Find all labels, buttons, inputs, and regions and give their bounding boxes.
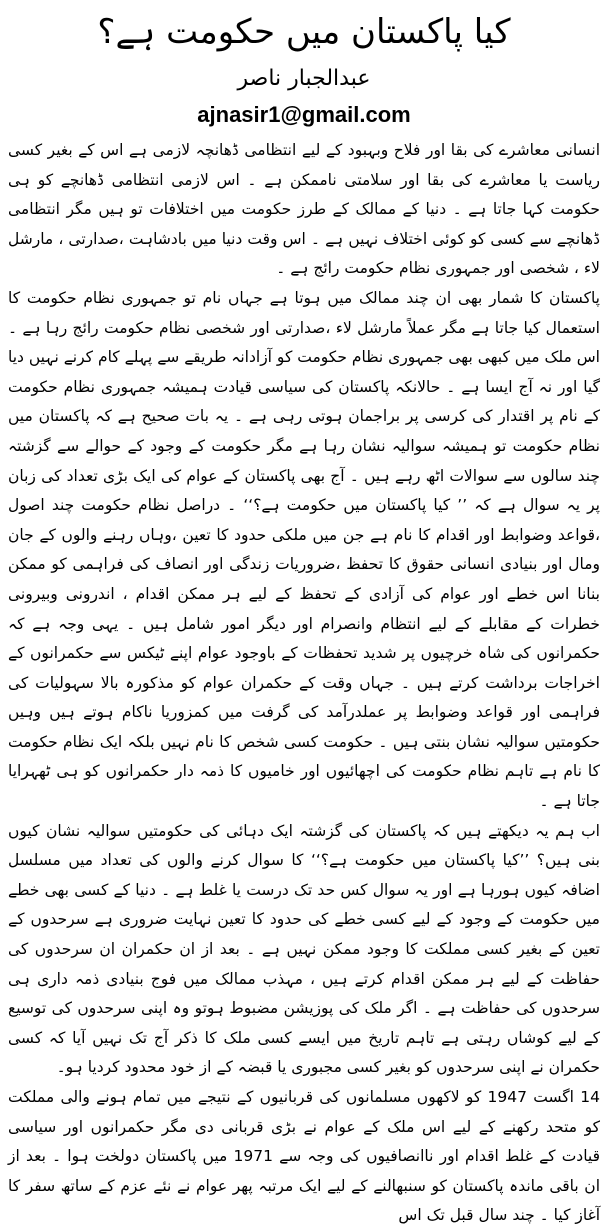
paragraph-1: انسانی معاشرے کی بقا اور فلاح وبہبود کے لیے انتظامی ڈھانچہ لازمی ہے اس کے بغیر کسی ریاست یا معاشرے کی بقا اور سلامتی ناممکن ہے ۔ اس لازمی انتظامی ڈھانچے کو ہی حکومت کہا جاتا ہے ۔ دنیا کے ممالک کے طرز حکومت میں اختلافات تو ہیں مگر انتظامی ڈھانچے سے کسی کو کوئی اختلاف نہیں ہے ۔ اس وقت دنیا میں بادشاہت ،صدارتی ، مارشل لاء ، شخصی اور جمہوری نظام حکومت رائج ہے ۔	[8, 141, 600, 278]
paragraph-2: پاکستان کا شمار بھی ان چند ممالک میں ہوتا ہے جہاں نام تو جمہوری نظام حکومت کا استعمال کیا جاتا ہے مگر عملاً مارشل لاء ،صدارتی اور شخصی نظام حکومت رائج رہا ہے ۔ اس ملک میں کبھی بھی جمہوری نظام حکومت کو آزادانہ طریقے سے پہلے کام کرنے نہیں دیا گیا اور نہ آج ایسا ہے ۔ حالانکہ پاکستان کی سیاسی قیادت ہمیشہ جمہوری نظام حکومت کے نام پر اقتدار کی کرسی پر براجمان ہوتی رہی ہے ۔ یہ بات صحیح ہے کہ پاکستان میں نظام حکومت تو ہمیشہ سوالیہ نشان رہا ہے مگر حکومت کے وجود کے حوالے سے گزشتہ چند سالوں سے سوالات اٹھ رہے ہیں ۔ آج بھی پاکستان کے عوام کی ایک بڑی تعداد کی زبان پر یہ سوال ہے کہ ’’ کیا پاکستان میں حکومت ہے؟‘‘ ۔ دراصل نظام حکومت چند اصول ،قواعد وضوابط اور اقدام کا نام ہے جن میں ملکی حدود کا تعین ،وہاں رہنے والوں کے جان ومال اور بنیادی انسانی حقوق کا تحفظ ،ضروریات زندگی اور انصاف کی فراہمی کو ممکن بنانا اس خطے اور عوام کی آزادی کے تحفظ کے لیے ہر ممکن اقدام ، اندرونی وبیرونی خطرات کے مقابلے کے لیے انتظام وانصرام اور دیگر امور شامل ہیں ۔ یہی وجہ ہے کہ حکمرانوں کی شاہ خرچیوں پر شدید تحفظات کے باوجود عوام اپنے ٹیکس سے حکمرانوں کے اخراجات برداشت کرتے ہیں ۔ جہاں وقت کے حکمران عوام کو مذکورہ بالا سہولیات کی فراہمی اور قواعد وضوابط پر عملدرآمد کی گرفت میں کمزوریا ناکام ہوتے ہیں وہیں حکومتیں سوالیہ نشان بنتی ہیں ۔ حکومت کسی شخص کا نام نہیں بلکہ ایک نظام حکومت کا نام ہے تاہم نظام حکومت کی اچھائیوں اور خامیوں کا ذمہ دار حکمرانوں کو ہی ٹھہرایا جاتا ہے ۔	[8, 288, 600, 811]
paragraph-4: 14 اگست 1947 کو لاکھوں مسلمانوں کی قربانیوں کے نتیجے میں تمام ہونے والی مملکت کو متحد رکھنے کے لیے اس ملک کے عوام نے بڑی قربانی دی مگر حکمرانوں اور سیاسی قیادت کے غلط اقدام اور ناانصافیوں کی وجہ سے 1971 میں پاکستان دولخت ہوا ۔ بعد از ان باقی ماندہ پاکستان کو سنبھالنے کے لیے ایک مرتبہ پھر عوام نے نئے عزم کے ساتھ سفر کا آغاز کیا ۔ چند سال قبل تک اس	[8, 1088, 601, 1225]
article-author: عبدالجبار ناصر	[237, 66, 371, 91]
article-title: کیا پاکستان میں حکومت ہے؟	[97, 12, 511, 52]
article-body	[8, 136, 600, 1231]
author-email: ajnasir1@gmail.com	[197, 102, 411, 127]
paragraph-3: اب ہم یہ دیکھتے ہیں کہ پاکستان کی گزشتہ ایک دہائی کی حکومتیں سوالیہ نشان کیوں بنی ہیں؟ ’’کیا پاکستان میں حکومت ہے؟‘‘ کا سوال کرنے والوں کی تعداد میں مسلسل اضافہ کیوں ہورہا ہے اور یہ سوال کس حد تک درست یا غلط ہے ۔ دنیا کے کسی بھی خطے میں حکومت کے وجود کے لیے کسی خطے کی حدود کا تعین نہایت ضروری ہے سرحدوں کے تعین کے بغیر کسی مملکت کا وجود ممکن نہیں ہے ۔ بعد از ان حکمران ان سرحدوں کی حفاظت کے لیے ہر ممکن اقدام کرتے ہیں ، مہذب ممالک میں فوج بنیادی ذمہ داری ہی سرحدوں کی حفاظت ہے ۔ اگر ملک کی پوزیشن مضبوط ہوتو وہ اپنی سرحدوں کی توسیع کے لیے کوشاں رہتی ہے تاہم تاریخ میں ایسے کسی ملک کا ذکر آج تک نہیں آیا کہ کسی حکمران نے اپنی سرحدوں کو بغیر کسی مجبوری یا قبضہ کے از خود محدود کردیا ہو۔	[8, 821, 600, 1077]
